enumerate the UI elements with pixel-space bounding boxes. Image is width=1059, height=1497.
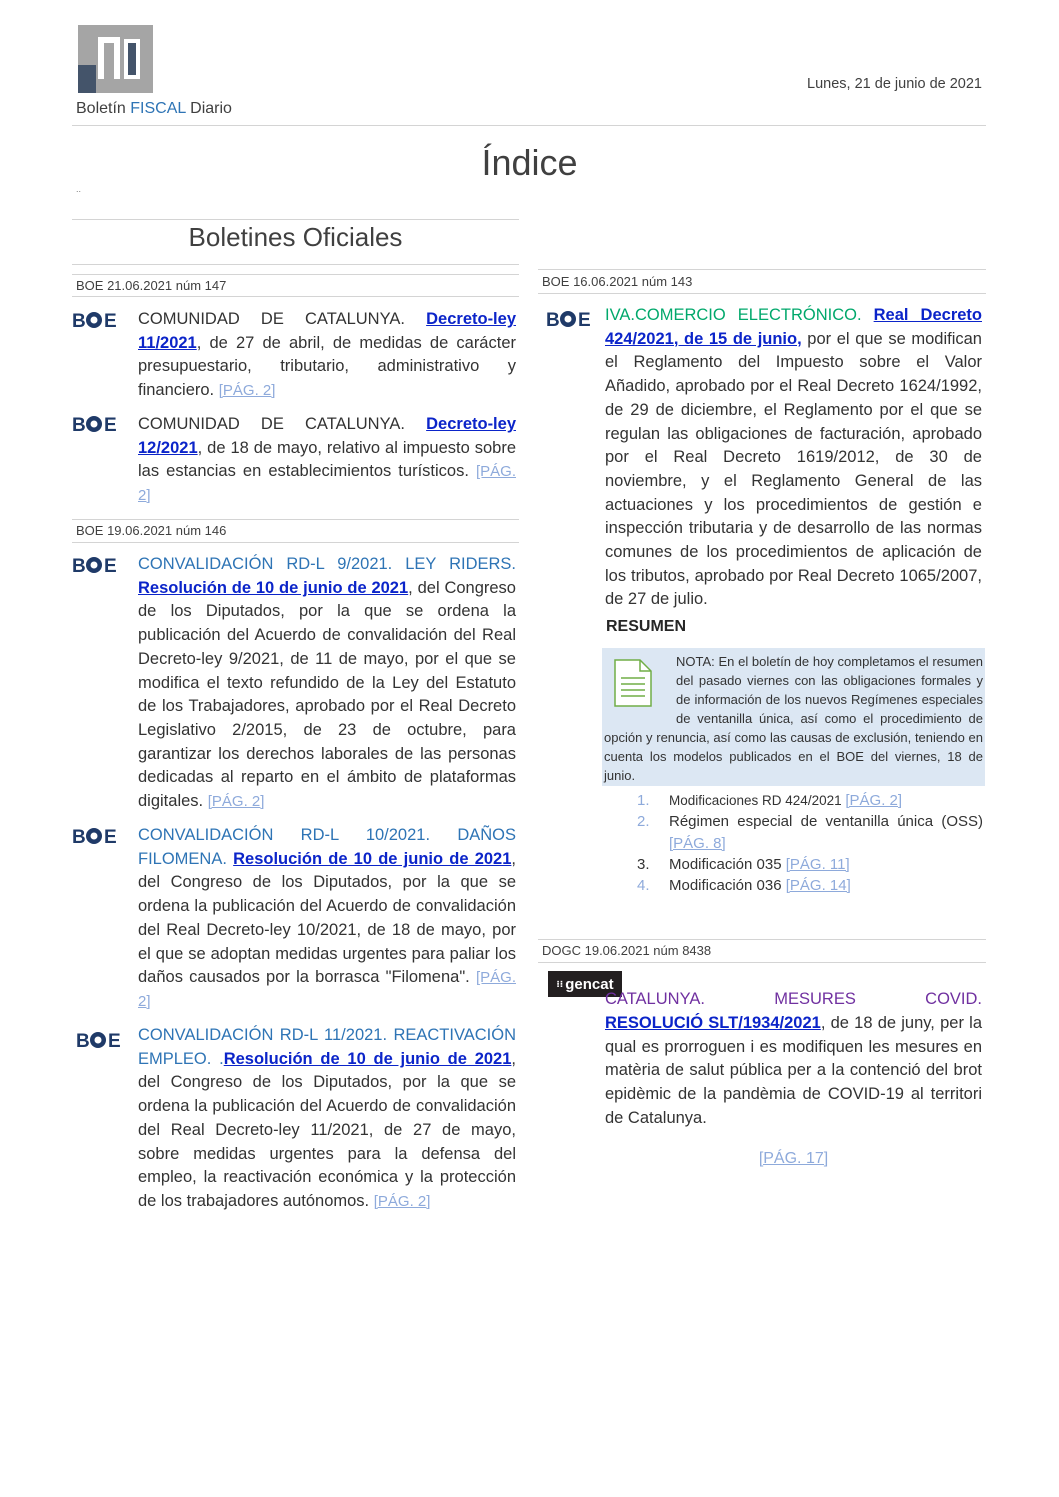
page-link[interactable]: [PÁG. 2]	[207, 793, 265, 811]
resolucion-link[interactable]: Resolución de 10 de junio de 2021	[223, 1049, 512, 1068]
source-divider	[538, 939, 986, 940]
brand-name: Boletín FISCAL Diario	[76, 100, 232, 117]
pag-17-wrapper	[605, 1150, 982, 1168]
publication-date: Lunes, 21 de junio de 2021	[807, 76, 982, 92]
svg-text:B: B	[72, 311, 86, 330]
boe-icon	[546, 309, 594, 329]
boe-icon	[76, 1030, 124, 1050]
svg-text:B: B	[72, 415, 86, 434]
page-link[interactable]: [PÁG. 8]	[669, 834, 726, 852]
page-link[interactable]: [PÁG. 2]	[218, 382, 276, 400]
page-link[interactable]: [PÁG. 14]	[785, 877, 851, 894]
resolucion-link[interactable]: Resolución de 10 de junio de 2021	[138, 578, 409, 597]
page-link[interactable]: [PÁG. 2]	[138, 969, 516, 1010]
list-number: 4.	[637, 877, 650, 894]
page-link[interactable]: [PÁG. 17]	[758, 1150, 829, 1167]
list-item: Modificación 035 [PÁG. 11]	[669, 856, 850, 873]
section-divider-top	[72, 219, 519, 220]
page-title: Índice	[481, 142, 578, 183]
source-label: BOE 21.06.2021 núm 147	[76, 278, 227, 293]
entry-resolucio-slt-1934-2021: RESOLUCIÓ SLT/1934/2021, de 18 de juny, per la qual es prorroguen i es modifiquen les mesures en matèria de salut pública per a la contenció del brot epidèmic de la pandèmia de COVID-19 al territori de Catalunya.	[605, 1014, 982, 1127]
entry-convalidacion-rdl-10-2021: CONVALIDACIÓN RD-L 10/2021. DAÑOS FILOMENA. Resolución de 10 de junio de 2021, del Congreso de los Diputados, por la que se ordena la publicación del Acuerdo de convalidación del Real Decreto-ley 10/2021, de 18 de mayo, por el que se adoptan medidas urgentes para paliar los daños causados por la borrasca "Filomena". [PÁG. 2]	[138, 826, 516, 1010]
source-divider	[72, 296, 519, 297]
entry-category-line: CATALUNYA. MESURES COVID.	[605, 990, 982, 1008]
boe-icon	[72, 310, 120, 330]
page-link[interactable]: [PÁG. 2]	[373, 1192, 431, 1210]
entry-decreto-ley-11-2021: COMUNIDAD DE CATALUNYA. Decreto-ley 11/2021, de 27 de abril, de medidas de carácter presupuestario, tributario, administrativo y financiero. [PÁG. 2]	[138, 310, 516, 400]
svg-text:E: E	[104, 415, 117, 434]
svg-text:E: E	[108, 1031, 121, 1050]
resolucion-link[interactable]: Resolución de 10 de junio de 2021	[233, 849, 512, 868]
svg-text:B: B	[72, 827, 86, 846]
decreto-ley-link[interactable]: Decreto-ley 11/2021	[138, 310, 516, 352]
svg-text:B: B	[76, 1031, 90, 1050]
source-divider	[538, 269, 986, 270]
boletin-fiscal-logo	[78, 25, 153, 93]
page-link[interactable]: [PÁG. 2]	[138, 463, 516, 505]
source-divider	[538, 962, 986, 963]
source-divider	[72, 519, 519, 520]
source-label: BOE 16.06.2021 núm 143	[542, 274, 693, 289]
real-decreto-link[interactable]: Real Decreto 424/2021, de 15 de junio,	[605, 306, 982, 348]
gencat-logo: ⁝⁝ gencat	[548, 971, 622, 997]
svg-text:E: E	[104, 311, 117, 330]
source-divider	[72, 274, 519, 275]
decreto-ley-link[interactable]: Decreto-ley 12/2021	[138, 415, 516, 457]
boe-icon	[72, 826, 120, 846]
list-item: Modificaciones RD 424/2021 [PÁG. 2]	[669, 792, 903, 809]
source-label: DOGC 19.06.2021 núm 8438	[542, 943, 712, 958]
source-label: BOE 19.06.2021 núm 146	[76, 523, 227, 538]
page-link[interactable]: [PÁG. 11]	[785, 856, 850, 873]
section-divider-bottom	[72, 264, 519, 265]
entry-real-decreto-424-2021: IVA.COMERCIO ELECTRÓNICO. Real Decreto 424/2021, de 15 de junio, por el que se modifican el Reglamento del Impuesto sobre el Valor Añadido, aprobado por el Real Decreto 1624/1992, de 29 de diciembre, el Reglamento por el que se regulan las obligaciones de facturación, aprobado por el Real Decreto 1619/2012, de 30 de noviembre, y el Reglamento General de las actuaciones y los procedimientos de gestión e inspección tributaria y de desarrollo de las normas comunes de los procedimientos de aplicación de los tributos, aprobado por Real Decreto 1065/2007, de 27 de julio.	[605, 306, 982, 609]
boe-icon	[72, 555, 120, 575]
svg-text:B: B	[546, 310, 560, 329]
source-divider	[538, 293, 986, 294]
nota-text: NOTA: En el boletín de hoy completamos el resumen del pasado viernes con las obligaciones formales y de información de los nuevos Regímenes especiales de ventanilla única, así como el procedimiento de opción y renuncia, así como las causas de exclusión, teniendo en cuenta los modelos publicados en el BOE del viernes, 18 de junio.	[604, 654, 983, 783]
resolucio-link[interactable]: RESOLUCIÓ SLT/1934/2021	[605, 1014, 821, 1032]
entry-convalidacion-rdl-11-2021: CONVALIDACIÓN RD-L 11/2021. REACTIVACIÓN EMPLEO. .Resolución de 10 de junio de 2021, del Congreso de los Diputados, por la que se ordena la publicación del Acuerdo de convalidación del Real Decreto-ley 11/2021, de 27 de mayo, sobre medidas urgentes para la defensa del empleo, la reactivación económica y la protección de los trabajadores autónomos. [PÁG. 2]	[138, 1026, 516, 1210]
svg-text:E: E	[578, 310, 591, 329]
svg-text:B: B	[72, 556, 86, 575]
header-divider	[72, 125, 986, 126]
section-title: Boletines Oficiales	[188, 222, 403, 252]
list-number: 2.	[637, 813, 650, 830]
svg-text:E: E	[104, 556, 117, 575]
entry-decreto-ley-12-2021: COMUNIDAD DE CATALUNYA. Decreto-ley 12/2021, de 18 de mayo, relativo al impuesto sobre las estancias en establecimientos turísticos. [PÁG. 2]	[138, 415, 516, 505]
resumen-heading: RESUMEN	[606, 618, 687, 635]
svg-text:E: E	[104, 827, 117, 846]
entry-convalidacion-rdl-9-2021: CONVALIDACIÓN RD-L 9/2021. LEY RIDERS. Resolución de 10 de junio de 2021, del Congreso de los Diputados, por la que se ordena la publicación del Acuerdo de convalidación del Real Decreto-ley 9/2021, de 11 de mayo, por el que se modifica el texto refundido de la Ley del Estatuto de los Trabajadores, aprobado por el Real Decreto Legislativo 2/2015, de 23 de octubre, para garantizar los derechos laborales de las personas dedicadas al reparto en el ámbito de plataformas digitales. [PÁG. 2]	[138, 555, 516, 811]
list-number: 1.	[637, 792, 650, 809]
list-number: 3.	[637, 856, 650, 873]
page-link[interactable]: [PÁG. 2]	[845, 792, 903, 809]
boe-icon	[72, 414, 120, 434]
list-item: Régimen especial de ventanilla única (OSS) [PÁG. 8]	[669, 813, 983, 852]
source-divider	[72, 542, 519, 543]
list-item: Modificación 036 [PÁG. 14]	[669, 877, 851, 894]
separator-dots: ..	[76, 184, 82, 194]
